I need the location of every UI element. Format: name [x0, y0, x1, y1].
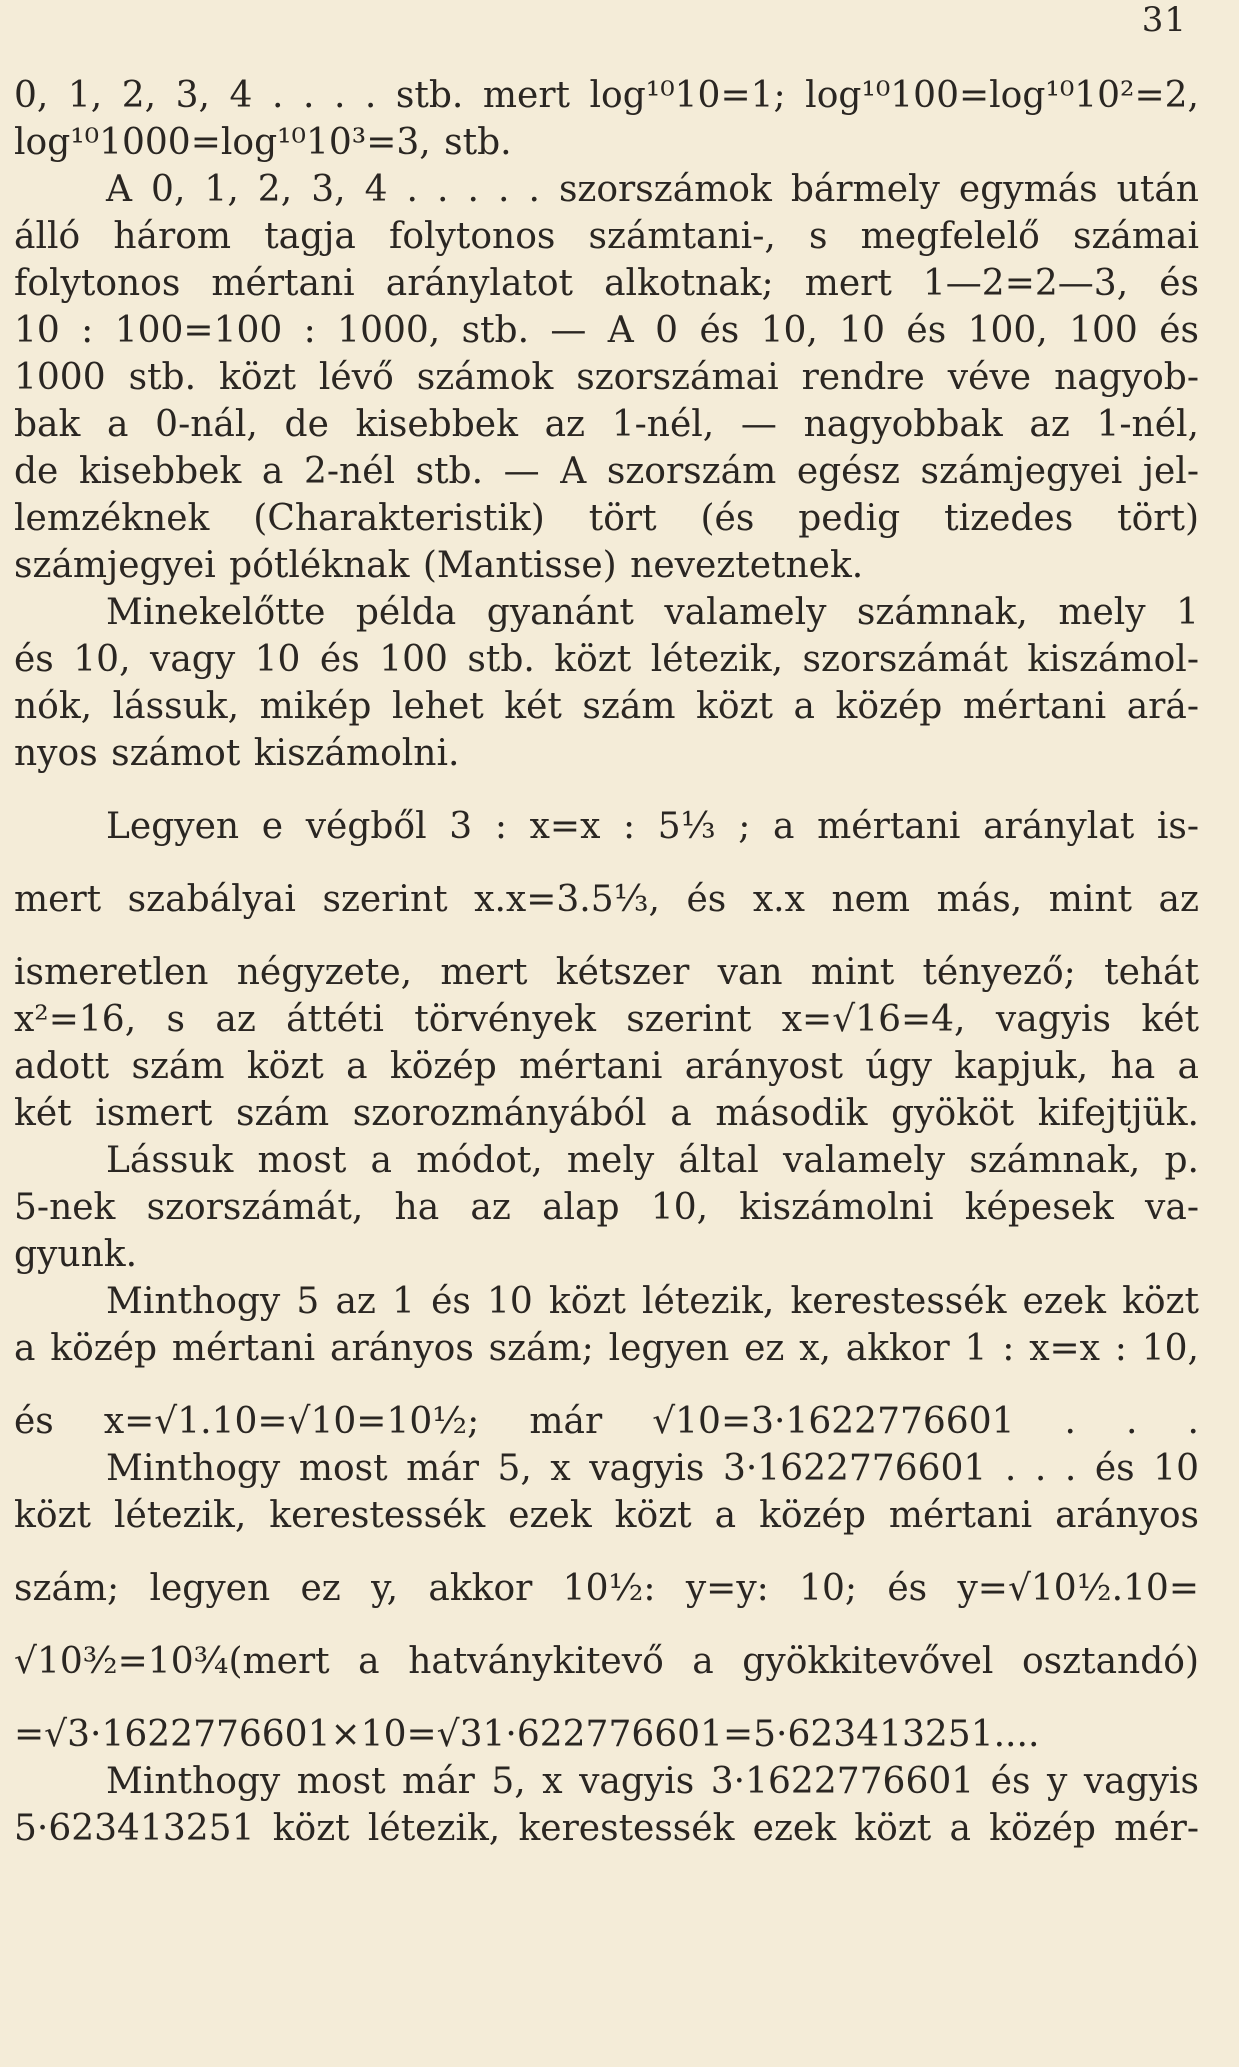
body-text	[14, 72, 1199, 1852]
text-line: Minthogy most már 5, x vagyis 3·1622776601 és y vagyis	[106, 1761, 1199, 1802]
text-line: 0, 1, 2, 3, 4 . . . . stb. mert log¹⁰10=1; log¹⁰100=log¹⁰10²=2,	[14, 75, 1199, 116]
text-line: számjegyei pótléknak (Mantisse) neveztetnek.	[14, 545, 864, 586]
text-line: Minekelőtte példa gyanánt valamely számnak, mely 1	[106, 592, 1199, 633]
text-line: a közép mértani arányos szám; legyen ez x, akkor 1 : x=x : 10,	[14, 1328, 1199, 1369]
text-line: nyos számot kiszámolni.	[14, 733, 460, 774]
text-line: x²=16, s az áttéti törvények szerint x=√16=4, vagyis két	[14, 999, 1199, 1040]
text-line: nók, lássuk, mikép lehet két szám közt a közép mértani ará-	[14, 686, 1199, 727]
text-line: lemzéknek (Charakteristik) tört (és pedig tizedes tört)	[14, 498, 1199, 539]
text-line: Legyen e végből 3 : x=x : 5⅓ ; a mértani aránylat is-	[106, 806, 1199, 847]
text-line: mert szabályai szerint x.x=3.5⅓, és x.x nem más, mint az	[14, 879, 1199, 920]
text-line: log¹⁰1000=log¹⁰10³=3, stb.	[14, 122, 512, 163]
text-line: bak a 0-nál, de kisebbek az 1-nél, — nagyobbak az 1-nél,	[14, 404, 1199, 445]
text-line: és x=√1.10=√10=10½; már √10=3·1622776601 . . .	[14, 1401, 1199, 1442]
text-line: 10 : 100=100 : 1000, stb. — A 0 és 10, 10 és 100, 100 és	[14, 310, 1199, 351]
text-line: közt létezik, kerestessék ezek közt a közép mértani arányos	[14, 1495, 1199, 1536]
text-line: A 0, 1, 2, 3, 4 . . . . . szorszámok bármely egymás után	[106, 169, 1199, 210]
text-line: és 10, vagy 10 és 100 stb. közt létezik, szorszámát kiszámol-	[14, 639, 1199, 680]
text-line: két ismert szám szorozmányából a második gyököt kifejtjük.	[14, 1093, 1199, 1134]
text-line: adott szám közt a közép mértani arányost úgy kapjuk, ha a	[14, 1046, 1199, 1087]
text-line: álló három tagja folytonos számtani-, s megfelelő számai	[14, 216, 1199, 257]
text-line: =√3·1622776601×10=√31·622776601=5·623413251....	[14, 1714, 1040, 1755]
page-number: 31	[1141, 0, 1187, 40]
text-line: 1000 stb. közt lévő számok szorszámai rendre véve nagyob-	[14, 357, 1199, 398]
text-line: 5·623413251 közt létezik, kerestessék ezek közt a közép mér-	[14, 1808, 1199, 1849]
text-line: 5-nek szorszámát, ha az alap 10, kiszámolni képesek va-	[14, 1187, 1199, 1228]
text-line: Minthogy 5 az 1 és 10 közt létezik, kerestessék ezek közt	[106, 1281, 1199, 1322]
text-line: gyunk.	[14, 1234, 138, 1275]
text-line: folytonos mértani aránylatot alkotnak; mert 1—2=2—3, és	[14, 263, 1199, 304]
text-line: √10³⁄₂=10³⁄₄(mert a hatványkitevő a gyökkitevővel osztandó)	[14, 1641, 1199, 1682]
text-line: de kisebbek a 2-nél stb. — A szorszám egész számjegyei jel-	[14, 451, 1199, 492]
text-line: ismeretlen négyzete, mert kétszer van mint tényező; tehát	[14, 952, 1199, 993]
text-line: Minthogy most már 5, x vagyis 3·1622776601 . . . és 10	[106, 1448, 1199, 1489]
text-line: Lássuk most a módot, mely által valamely számnak, p.	[106, 1140, 1199, 1181]
text-line: szám; legyen ez y, akkor 10½: y=y: 10; és y=√10½.10=	[14, 1568, 1199, 1609]
